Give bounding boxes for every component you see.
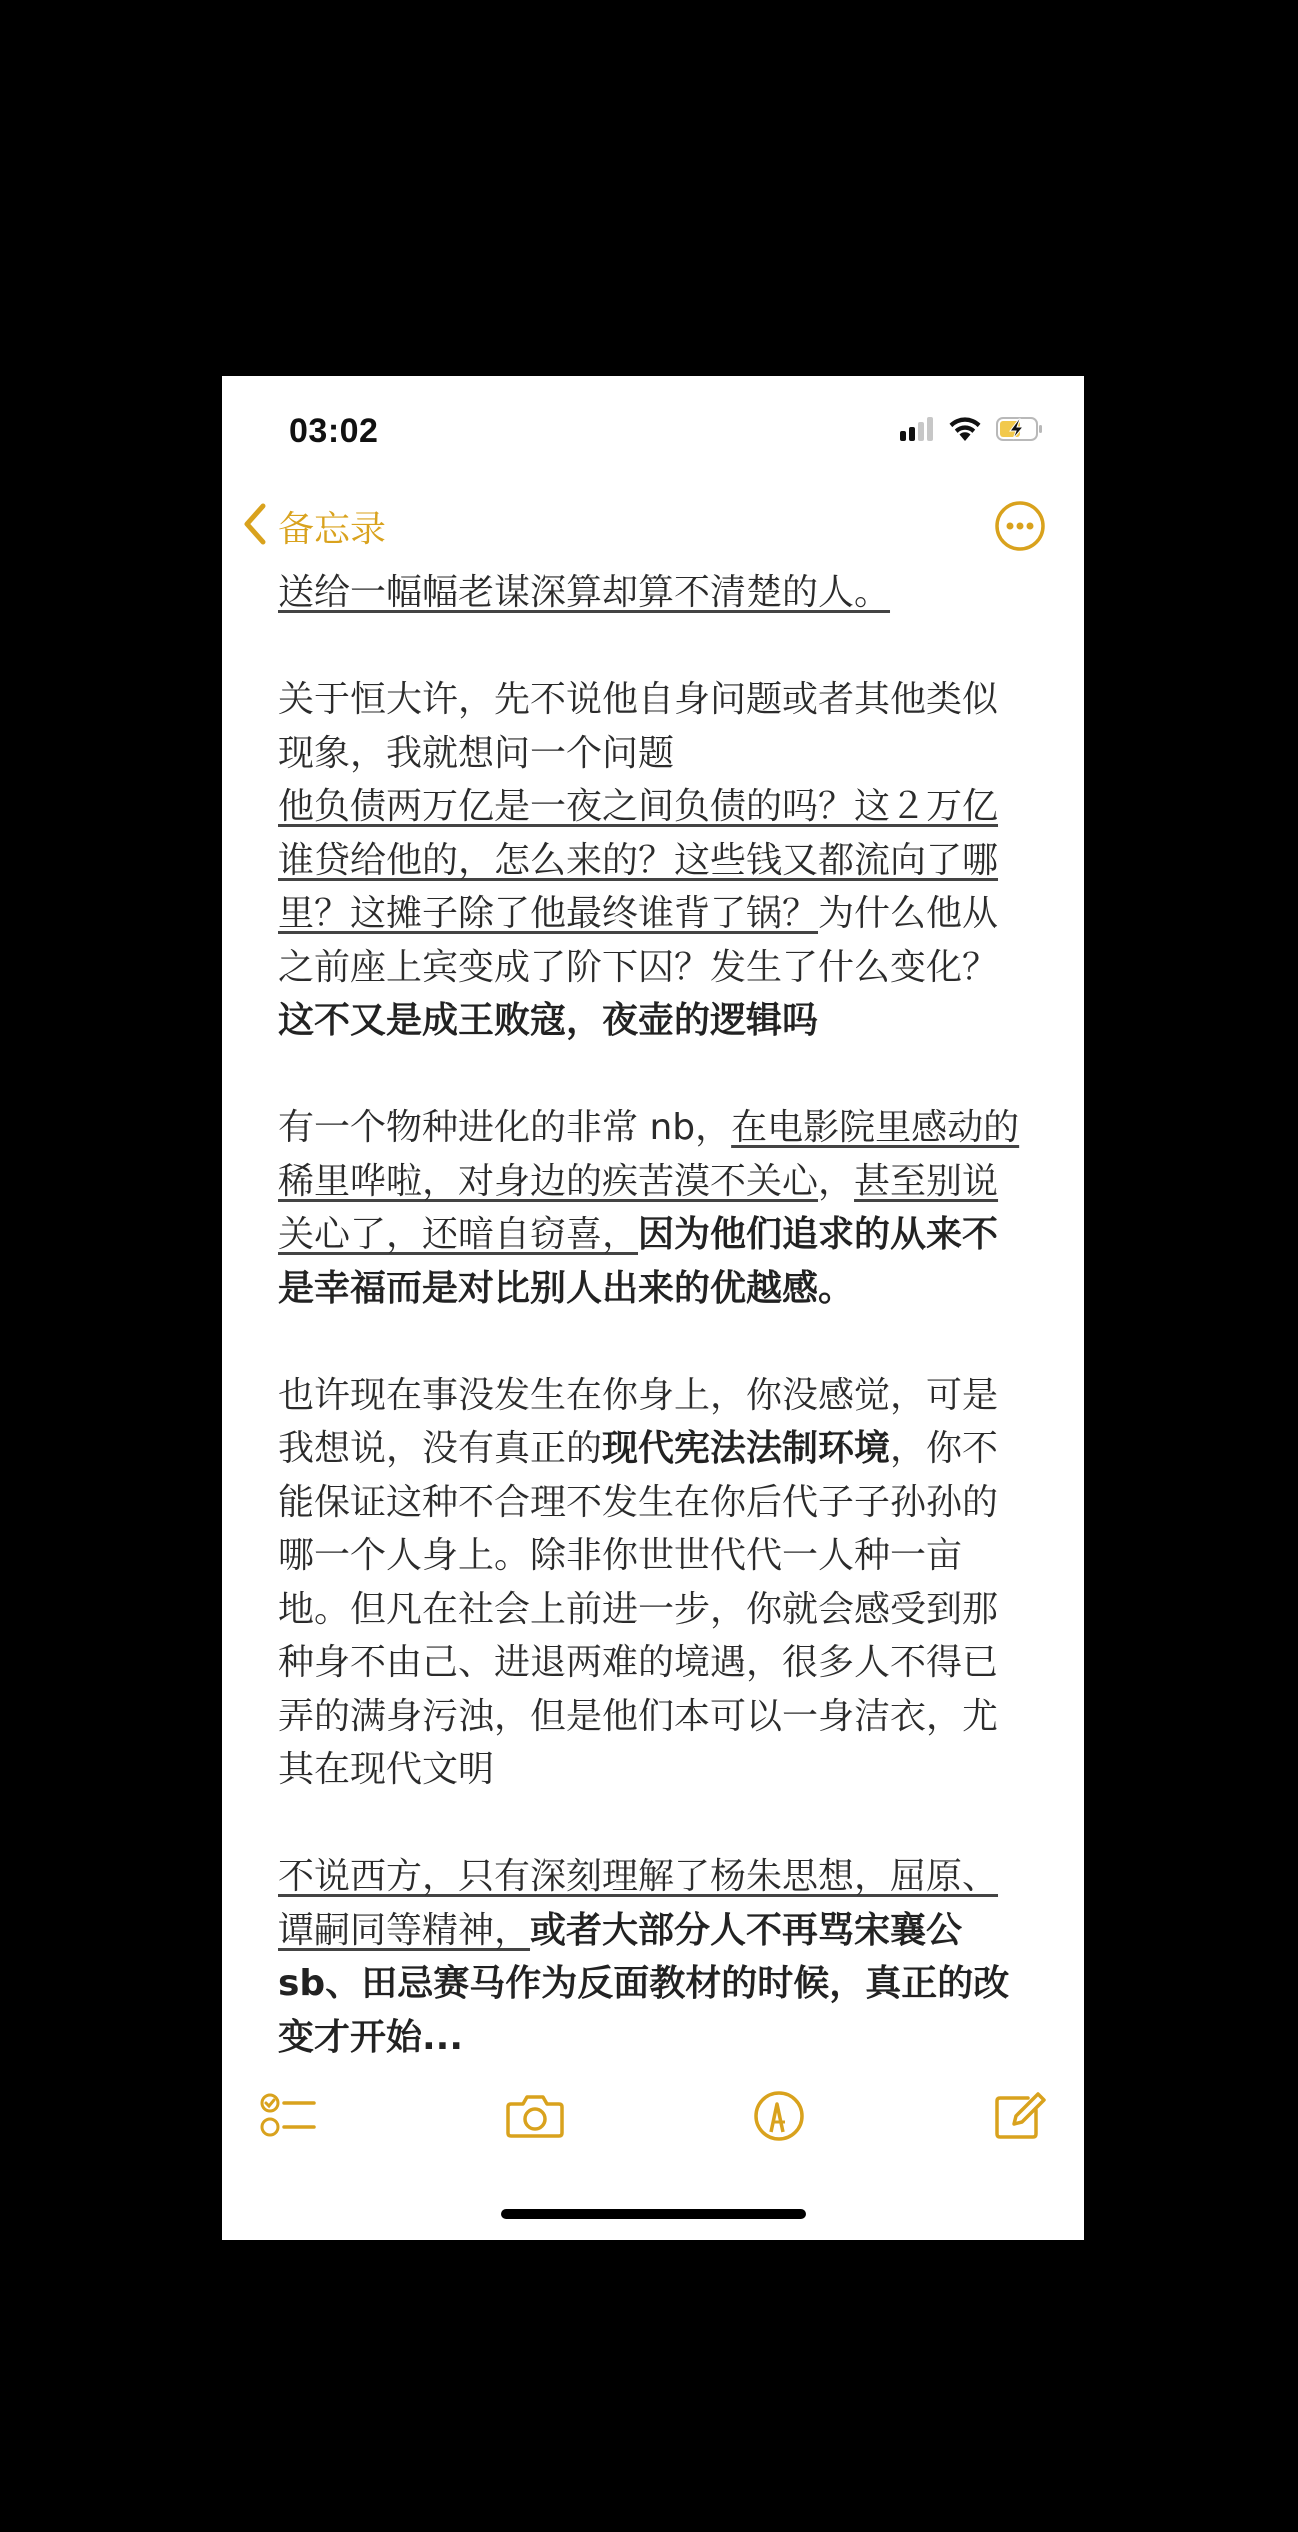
blank-line bbox=[278, 1315, 1032, 1369]
status-time: 03:02 bbox=[289, 412, 379, 450]
blank-line bbox=[278, 620, 1032, 674]
note-paragraph-5 bbox=[278, 1850, 1032, 2056]
note-body[interactable] bbox=[278, 566, 1032, 2056]
status-icons bbox=[900, 413, 1044, 449]
navigation-bar bbox=[222, 486, 1084, 566]
plain-text: 关于恒大许，先不说他自身问题或者其他类似现象，我就想问一个问题 bbox=[278, 679, 999, 774]
note-paragraph-2 bbox=[278, 673, 1032, 780]
plain-text: 也许现在事没发生在你身上，你没感觉，可是我想说，没有真正的 bbox=[278, 1374, 999, 1469]
bold-text: 因为他们追求的从来不是幸福而是对比别人出来的优越感。 bbox=[278, 1214, 999, 1309]
chevron-left-icon bbox=[240, 500, 270, 552]
wifi-icon bbox=[948, 416, 982, 446]
back-button[interactable] bbox=[240, 498, 386, 554]
blank-line bbox=[278, 1797, 1032, 1851]
plain-text: 有一个物种进化的非常 nb， bbox=[278, 1107, 732, 1148]
note-paragraph-4 bbox=[278, 1369, 1032, 1797]
back-label: 备忘录 bbox=[278, 508, 387, 550]
cellular-signal-icon bbox=[900, 417, 934, 445]
underlined-text: 送给一幅幅老谋深算却算不清楚的人。 bbox=[278, 572, 891, 613]
bold-text: 现代宪法法制环境 bbox=[602, 1428, 891, 1469]
plain-text: ， bbox=[818, 1160, 855, 1202]
note-paragraph-3 bbox=[278, 1101, 1032, 1315]
underlined-text: 他负债两万亿是一夜之间负债的吗？这２万亿谁贷给他的，怎么来的？这些钱又都流向了哪里？这摊子除了他最终谁背了锅？ bbox=[278, 786, 999, 934]
home-indicator[interactable] bbox=[501, 2209, 806, 2219]
bold-text: 或者大部分人不再骂宋襄公 sb、田忌赛马作为反面教材的时候，真正的改变才开始... bbox=[278, 1909, 1010, 2056]
underlined-text: 不说西方，只有深刻理解了杨朱思想，屈原、谭嗣同等精神， bbox=[278, 1856, 999, 1951]
ellipsis-circle-icon bbox=[994, 537, 1046, 556]
compose-icon bbox=[992, 2127, 1052, 2146]
plain-text: 为什么他从之前座上宾变成了阶下囚？发生了什么变化？ bbox=[278, 893, 999, 988]
camera-button[interactable] bbox=[505, 2090, 565, 2142]
bottom-toolbar bbox=[222, 2076, 1084, 2156]
bold-text: 这不又是成王败寇，夜壶的逻辑吗 bbox=[278, 1000, 819, 1041]
compose-button[interactable] bbox=[992, 2090, 1052, 2142]
camera-icon bbox=[505, 2127, 565, 2146]
blank-line bbox=[278, 1048, 1032, 1102]
note-paragraph-2b bbox=[278, 780, 1032, 1048]
checklist-button[interactable] bbox=[260, 2090, 320, 2142]
underlined-text: 甚至别说关心了，还暗自窃喜， bbox=[278, 1160, 999, 1255]
underlined-text: 在电影院里感动的稀里哗啦，对身边的疾苦漠不关心 bbox=[278, 1107, 1020, 1202]
battery-charging-icon bbox=[996, 417, 1044, 445]
markup-button[interactable] bbox=[749, 2090, 809, 2142]
pen-tip-icon bbox=[749, 2127, 809, 2146]
note-paragraph-1 bbox=[278, 566, 1032, 620]
more-options-button[interactable] bbox=[994, 500, 1046, 552]
plain-text: ，你不能保证这种不合理不发生在你后代子子孙孙的哪一个人身上。除非你世世代代一人种一亩地。但凡在社会上前进一步，你就会感受到那种身不由己、进退两难的境遇，很多人不得已弄的满身污浊，但是他们本可以一身洁衣，尤其在现代文明 bbox=[278, 1428, 999, 1790]
checklist-icon bbox=[260, 2127, 320, 2146]
status-bar bbox=[222, 376, 1084, 486]
phone-screen bbox=[222, 376, 1084, 2240]
